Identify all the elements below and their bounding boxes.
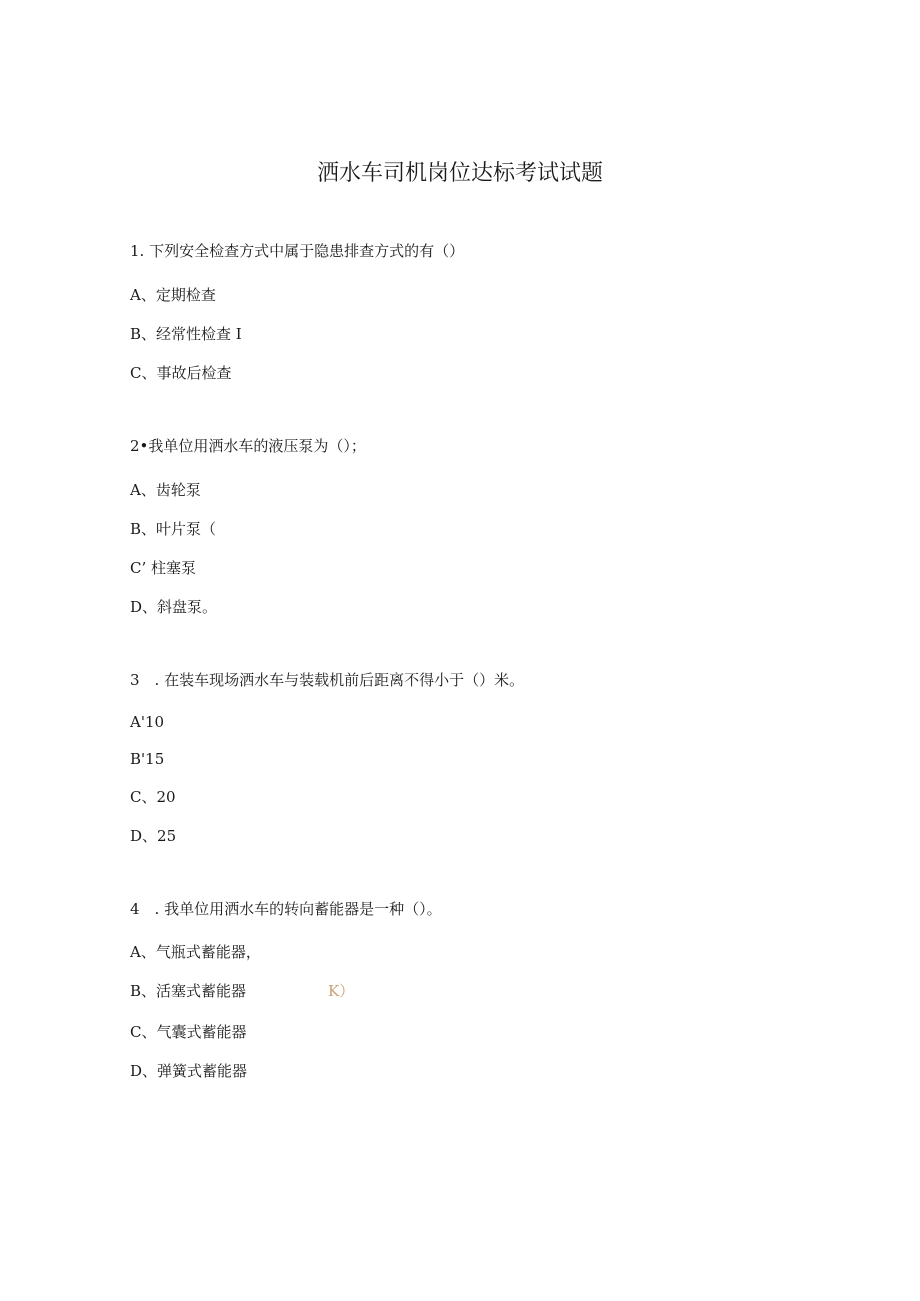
question-2-option-c: C’ 柱塞泵 xyxy=(130,559,197,577)
question-4-option-b: B、活塞式蓄能器 xyxy=(130,982,247,1000)
question-3-stem: 3 . 在装车现场洒水车与装载机前后距离不得小于（）米。 xyxy=(130,671,525,689)
question-3-option-d: D、25 xyxy=(130,827,177,845)
question-4-handwritten-mark: K） xyxy=(328,982,355,1000)
question-2-option-d: D、斜盘泵。 xyxy=(130,598,218,616)
question-1-option-b: B、经常性检查 I xyxy=(130,325,242,343)
question-1-option-c: C、事故后检查 xyxy=(130,364,232,382)
question-4-option-c: C、气囊式蓄能器 xyxy=(130,1023,247,1041)
question-2-option-b: B、叶片泵（ xyxy=(130,520,217,538)
question-3-option-b: B'15 xyxy=(130,750,165,768)
question-3-option-c: C、20 xyxy=(130,788,176,806)
question-1-stem: 1. 下列安全检查方式中属于隐患排查方式的有（） xyxy=(130,242,465,260)
question-4-option-a: A、气瓶式蓄能器， xyxy=(130,943,261,961)
question-4-stem: 4 . 我单位用洒水车的转向蓄能器是一种（）。 xyxy=(130,900,442,918)
question-1-option-a: A、定期检查 xyxy=(130,286,216,304)
question-2-stem: 2•我单位用洒水车的液压泵为（）； xyxy=(130,437,366,455)
page-title: 洒水车司机岗位达标考试试题 xyxy=(316,161,603,186)
question-4-option-d: D、弹簧式蓄能器 xyxy=(130,1062,248,1080)
question-2-option-a: A、齿轮泵 xyxy=(130,481,201,499)
question-3-option-a: A'10 xyxy=(130,713,165,731)
